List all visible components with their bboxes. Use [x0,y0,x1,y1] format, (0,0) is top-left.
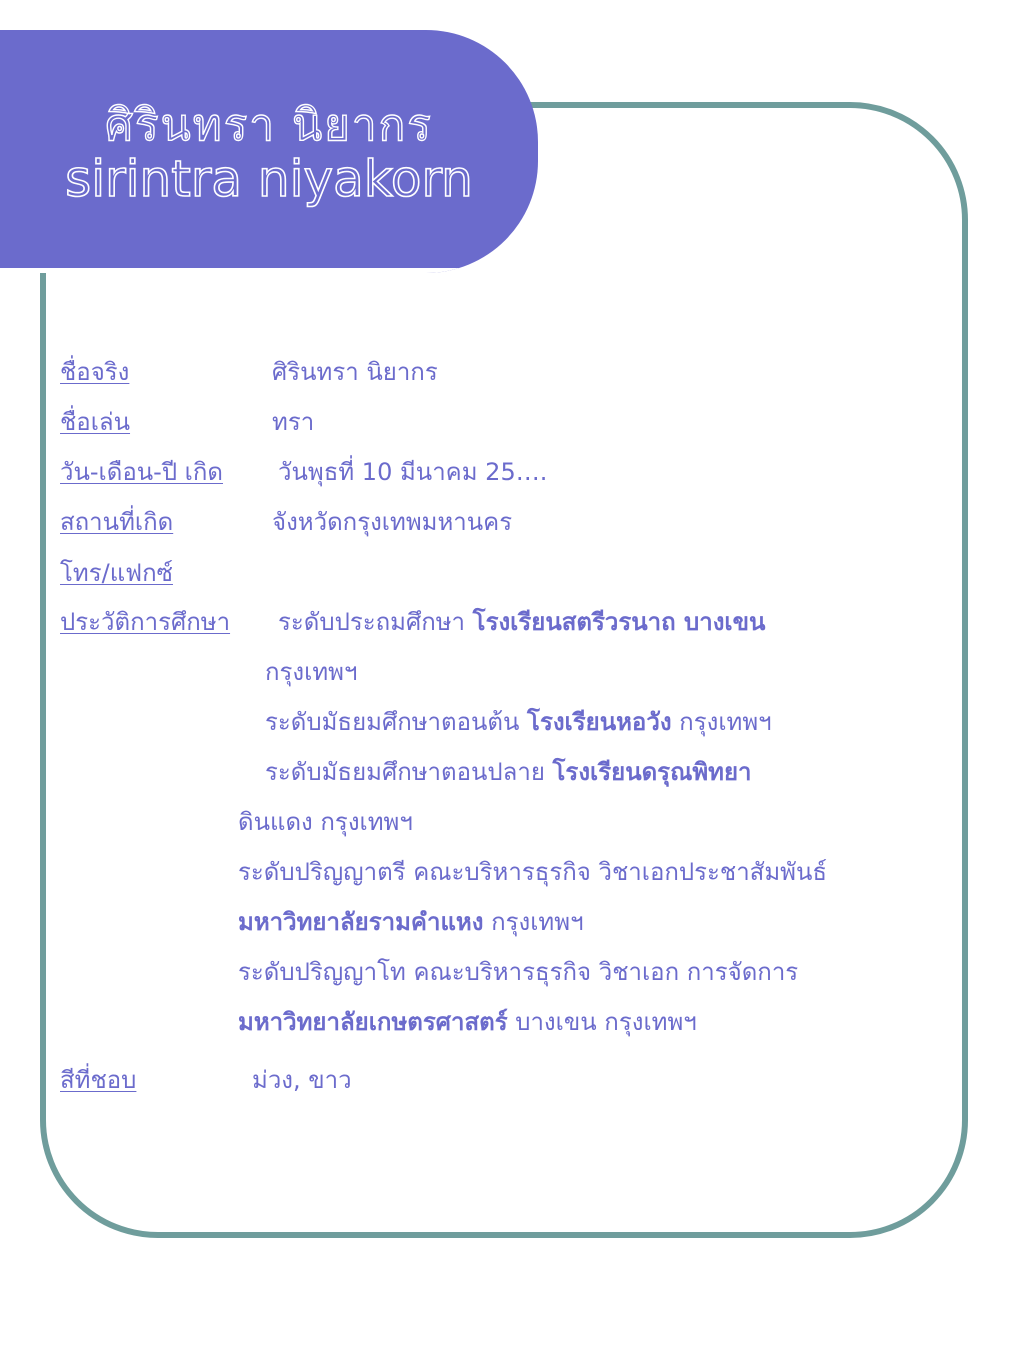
real-name-label: ชื่อจริง [60,358,130,386]
real-name-value: ศิรินทรา นิยากร [272,358,438,386]
birthplace-value: จังหวัดกรุงเทพมหานคร [272,508,513,536]
title-banner [0,30,538,273]
phone-fax-label: โทร/แฟกซ์ [60,559,173,587]
birthdate-label: วัน-เดือน-ปี เกิด [60,458,223,486]
lower-secondary-school: โรงเรียนหอวัง [527,708,672,736]
primary-school: โรงเรียนสตรีวรนาถ บางเขน [472,608,766,636]
education-primary [278,607,765,637]
bachelor-city: กรุงเทพฯ [483,908,584,936]
birthdate-value: วันพุธที่ 10 มีนาคม 25…. [278,458,548,486]
title-english: sirintra niyakorn [65,150,473,208]
master-city: บางเขน กรุงเทพฯ [507,1008,697,1036]
education-lower-secondary [265,707,772,737]
master-university: มหาวิทยาลัยเกษตรศาสตร์ [238,1008,508,1036]
education-upper-secondary [265,757,752,787]
upper-secondary-school: โรงเรียนดรุณพิทยา [552,758,752,786]
lower-secondary-level: ระดับมัธยมศึกษาตอนต้น [265,708,528,736]
birthplace-label: สถานที่เกิด [60,508,174,536]
education-master-university [238,1007,697,1037]
primary-level: ระดับประถมศึกษา [278,608,473,636]
education-bachelor-university [238,907,584,937]
title-thai: ศิรินทรา นิยากร [105,100,433,151]
favorite-color-value: ม่วง, ขาว [252,1066,352,1094]
education-label: ประวัติการศึกษา [60,608,231,636]
primary-city: กรุงเทพฯ [265,658,358,686]
nickname-value: ทรา [272,408,315,436]
lower-secondary-city: กรุงเทพฯ [671,708,772,736]
master-level: ระดับปริญญาโท คณะบริหารธุรกิจ วิชาเอก การจัดการ [238,958,799,986]
bachelor-level: ระดับปริญญาตรี คณะบริหารธุรกิจ วิชาเอกประชาสัมพันธ์ [238,858,828,886]
nickname-label: ชื่อเล่น [60,408,131,436]
banner-divider [0,268,538,273]
upper-secondary-level: ระดับมัธยมศึกษาตอนปลาย [265,758,553,786]
upper-secondary-city: ดินแดง กรุงเทพฯ [238,808,413,836]
bachelor-university: มหาวิทยาลัยรามคำแหง [238,908,484,936]
favorite-color-label: สีที่ชอบ [60,1066,137,1094]
